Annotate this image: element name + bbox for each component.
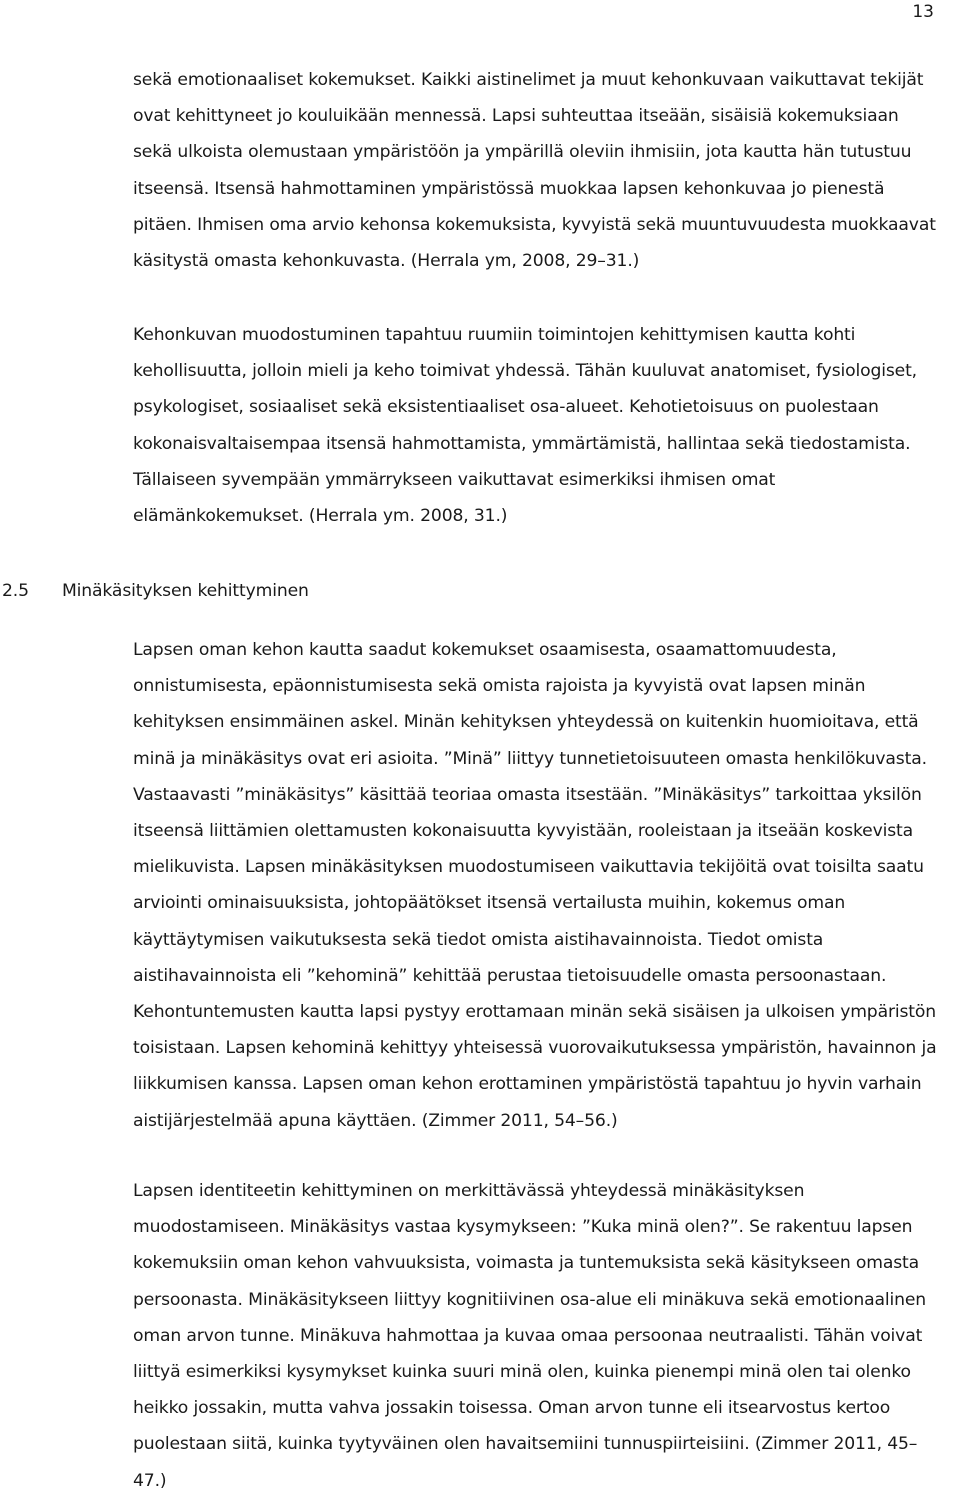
text-line: toisistaan. Lapsen kehominä kehittyy yhteisessä vuorovaikutuksessa ympäristön, havainnon ja bbox=[133, 1038, 937, 1059]
text-line: muodostamiseen. Minäkäsitys vastaa kysymykseen: ”Kuka minä olen?”. Se rakentuu lapsen bbox=[133, 1217, 913, 1238]
paragraph-3 bbox=[133, 632, 936, 1139]
text-line: käyttäytymisen vaikutuksesta sekä tiedot omista aistihavainnoista. Tiedot omista bbox=[133, 929, 824, 950]
text-line: persoonasta. Minäkäsitykseen liittyy kognitiivinen osa-alue eli minäkuva sekä emotionaalinen bbox=[133, 1289, 927, 1310]
text-line: oman arvon tunne. Minäkuva hahmottaa ja kuvaa omaa persoonaa neutraalisti. Tähän voivat bbox=[133, 1325, 923, 1346]
text-line: kehollisuutta, jolloin mieli ja keho toimivat yhdessä. Tähän kuuluvat anatomiset, fysiologiset, bbox=[133, 361, 917, 382]
text-line: elämänkokemukset. (Herrala ym. 2008, 31.) bbox=[133, 506, 508, 527]
paragraph-1 bbox=[133, 62, 936, 279]
text-line: liikkumisen kanssa. Lapsen oman kehon erottaminen ympäristöstä tapahtuu jo hyvin varhain bbox=[133, 1074, 922, 1095]
text-line: Lapsen identiteetin kehittyminen on merkittävässä yhteydessä minäkäsityksen bbox=[133, 1181, 805, 1201]
text-line: puolestaan siitä, kuinka tyytyväinen olen havaitsemiini tunnuspiirteisiini. (Zimmer 2011, 45– bbox=[133, 1434, 918, 1455]
section-title: Minäkäsityksen kehittyminen bbox=[62, 581, 309, 601]
text-line: kokonaisvaltaisempaa itsensä hahmottamista, ymmärtämistä, hallintaa sekä tiedostamista. bbox=[133, 433, 911, 454]
text-line: sekä ulkoista olemustaan ympäristöön ja ympärillä oleviin ihmisiin, jota kautta hän tutustuu bbox=[133, 142, 912, 163]
text-line: mielikuvista. Lapsen minäkäsityksen muodostumiseen vaikuttavia tekijöitä ovat toisilta saatu bbox=[133, 857, 924, 878]
text-line: kehityksen ensimmäinen askel. Minän kehityksen yhteydessä on kuitenkin huomioitava, että bbox=[133, 712, 919, 733]
paragraph-2 bbox=[133, 317, 917, 534]
text-line: Kehonkuvan muodostuminen tapahtuu ruumiin toimintojen kehittymisen kautta kohti bbox=[133, 325, 856, 345]
text-line: itseensä liittämien olettamusten kokonaisuutta kyvyistään, rooleistaan ja itseään koskevista bbox=[133, 821, 914, 842]
text-line: kokemuksiin oman kehon vahvuuksista, voimasta ja tuntemuksista sekä käsitykseen omasta bbox=[133, 1253, 920, 1274]
text-line: aistihavainnoista eli ”kehominä” kehittää perustaa tietoisuudelle omasta persoonastaan. bbox=[133, 965, 887, 986]
text-line: onnistumisesta, epäonnistumisesta sekä omista rajoista ja kyvyistä ovat lapsen minän bbox=[133, 676, 866, 697]
text-line: minä ja minäkäsitys ovat eri asioita. ”Minä” liittyy tunnetietoisuuteen omasta henkilökuvasta. bbox=[133, 748, 927, 769]
text-line: Kehontuntemusten kautta lapsi pystyy erottamaan minän sekä sisäisen ja ulkoisen ympäristön bbox=[133, 1002, 936, 1023]
paragraph-4 bbox=[133, 1173, 926, 1499]
text-line: aistijärjestelmää apuna käyttäen. (Zimmer 2011, 54–56.) bbox=[133, 1110, 618, 1131]
text-line: ovat kehittyneet jo kouluikään mennessä. Lapsi suhteuttaa itseään, sisäisiä kokemuksiaan bbox=[133, 106, 899, 127]
text-line: 47.) bbox=[133, 1470, 167, 1491]
text-line: arviointi ominaisuuksista, johtopäätökset itsensä vertailusta muihin, kokemus oman bbox=[133, 893, 846, 914]
text-line: sekä emotionaaliset kokemukset. Kaikki aistinelimet ja muut kehonkuvaan vaikuttavat tekijät bbox=[133, 70, 924, 90]
text-line: Vastaavasti ”minäkäsitys” käsittää teoriaa omasta itsestään. ”Minäkäsitys” tarkoittaa yksilön bbox=[133, 784, 922, 805]
text-line: itseensä. Itsensä hahmottaminen ympäristössä muokkaa lapsen kehonkuvaa jo pienestä bbox=[133, 178, 885, 199]
text-line: psykologiset, sosiaaliset sekä eksistentiaaliset osa-alueet. Kehotietoisuus on puolestaan bbox=[133, 397, 879, 418]
text-line: Lapsen oman kehon kautta saadut kokemukset osaamisesta, osaamattomuudesta, bbox=[133, 640, 837, 660]
section-number: 2.5 bbox=[2, 581, 29, 601]
text-line: heikko jossakin, mutta vahva jossakin toisessa. Oman arvon tunne eli itsearvostus kertoo bbox=[133, 1398, 891, 1419]
text-line: Tällaiseen syvempään ymmärrykseen vaikuttavat esimerkiksi ihmisen omat bbox=[133, 469, 776, 490]
text-line: liittyä esimerkiksi kysymykset kuinka suuri minä olen, kuinka pienempi minä olen tai olenko bbox=[133, 1362, 911, 1383]
text-line: pitäen. Ihmisen oma arvio kehonsa kokemuksista, kyvyistä sekä muuntuvuudesta muokkaavat bbox=[133, 214, 936, 235]
page-number: 13 bbox=[912, 2, 934, 22]
section-heading bbox=[0, 573, 309, 609]
text-line: käsitystä omasta kehonkuvasta. (Herrala ym, 2008, 29–31.) bbox=[133, 251, 640, 272]
